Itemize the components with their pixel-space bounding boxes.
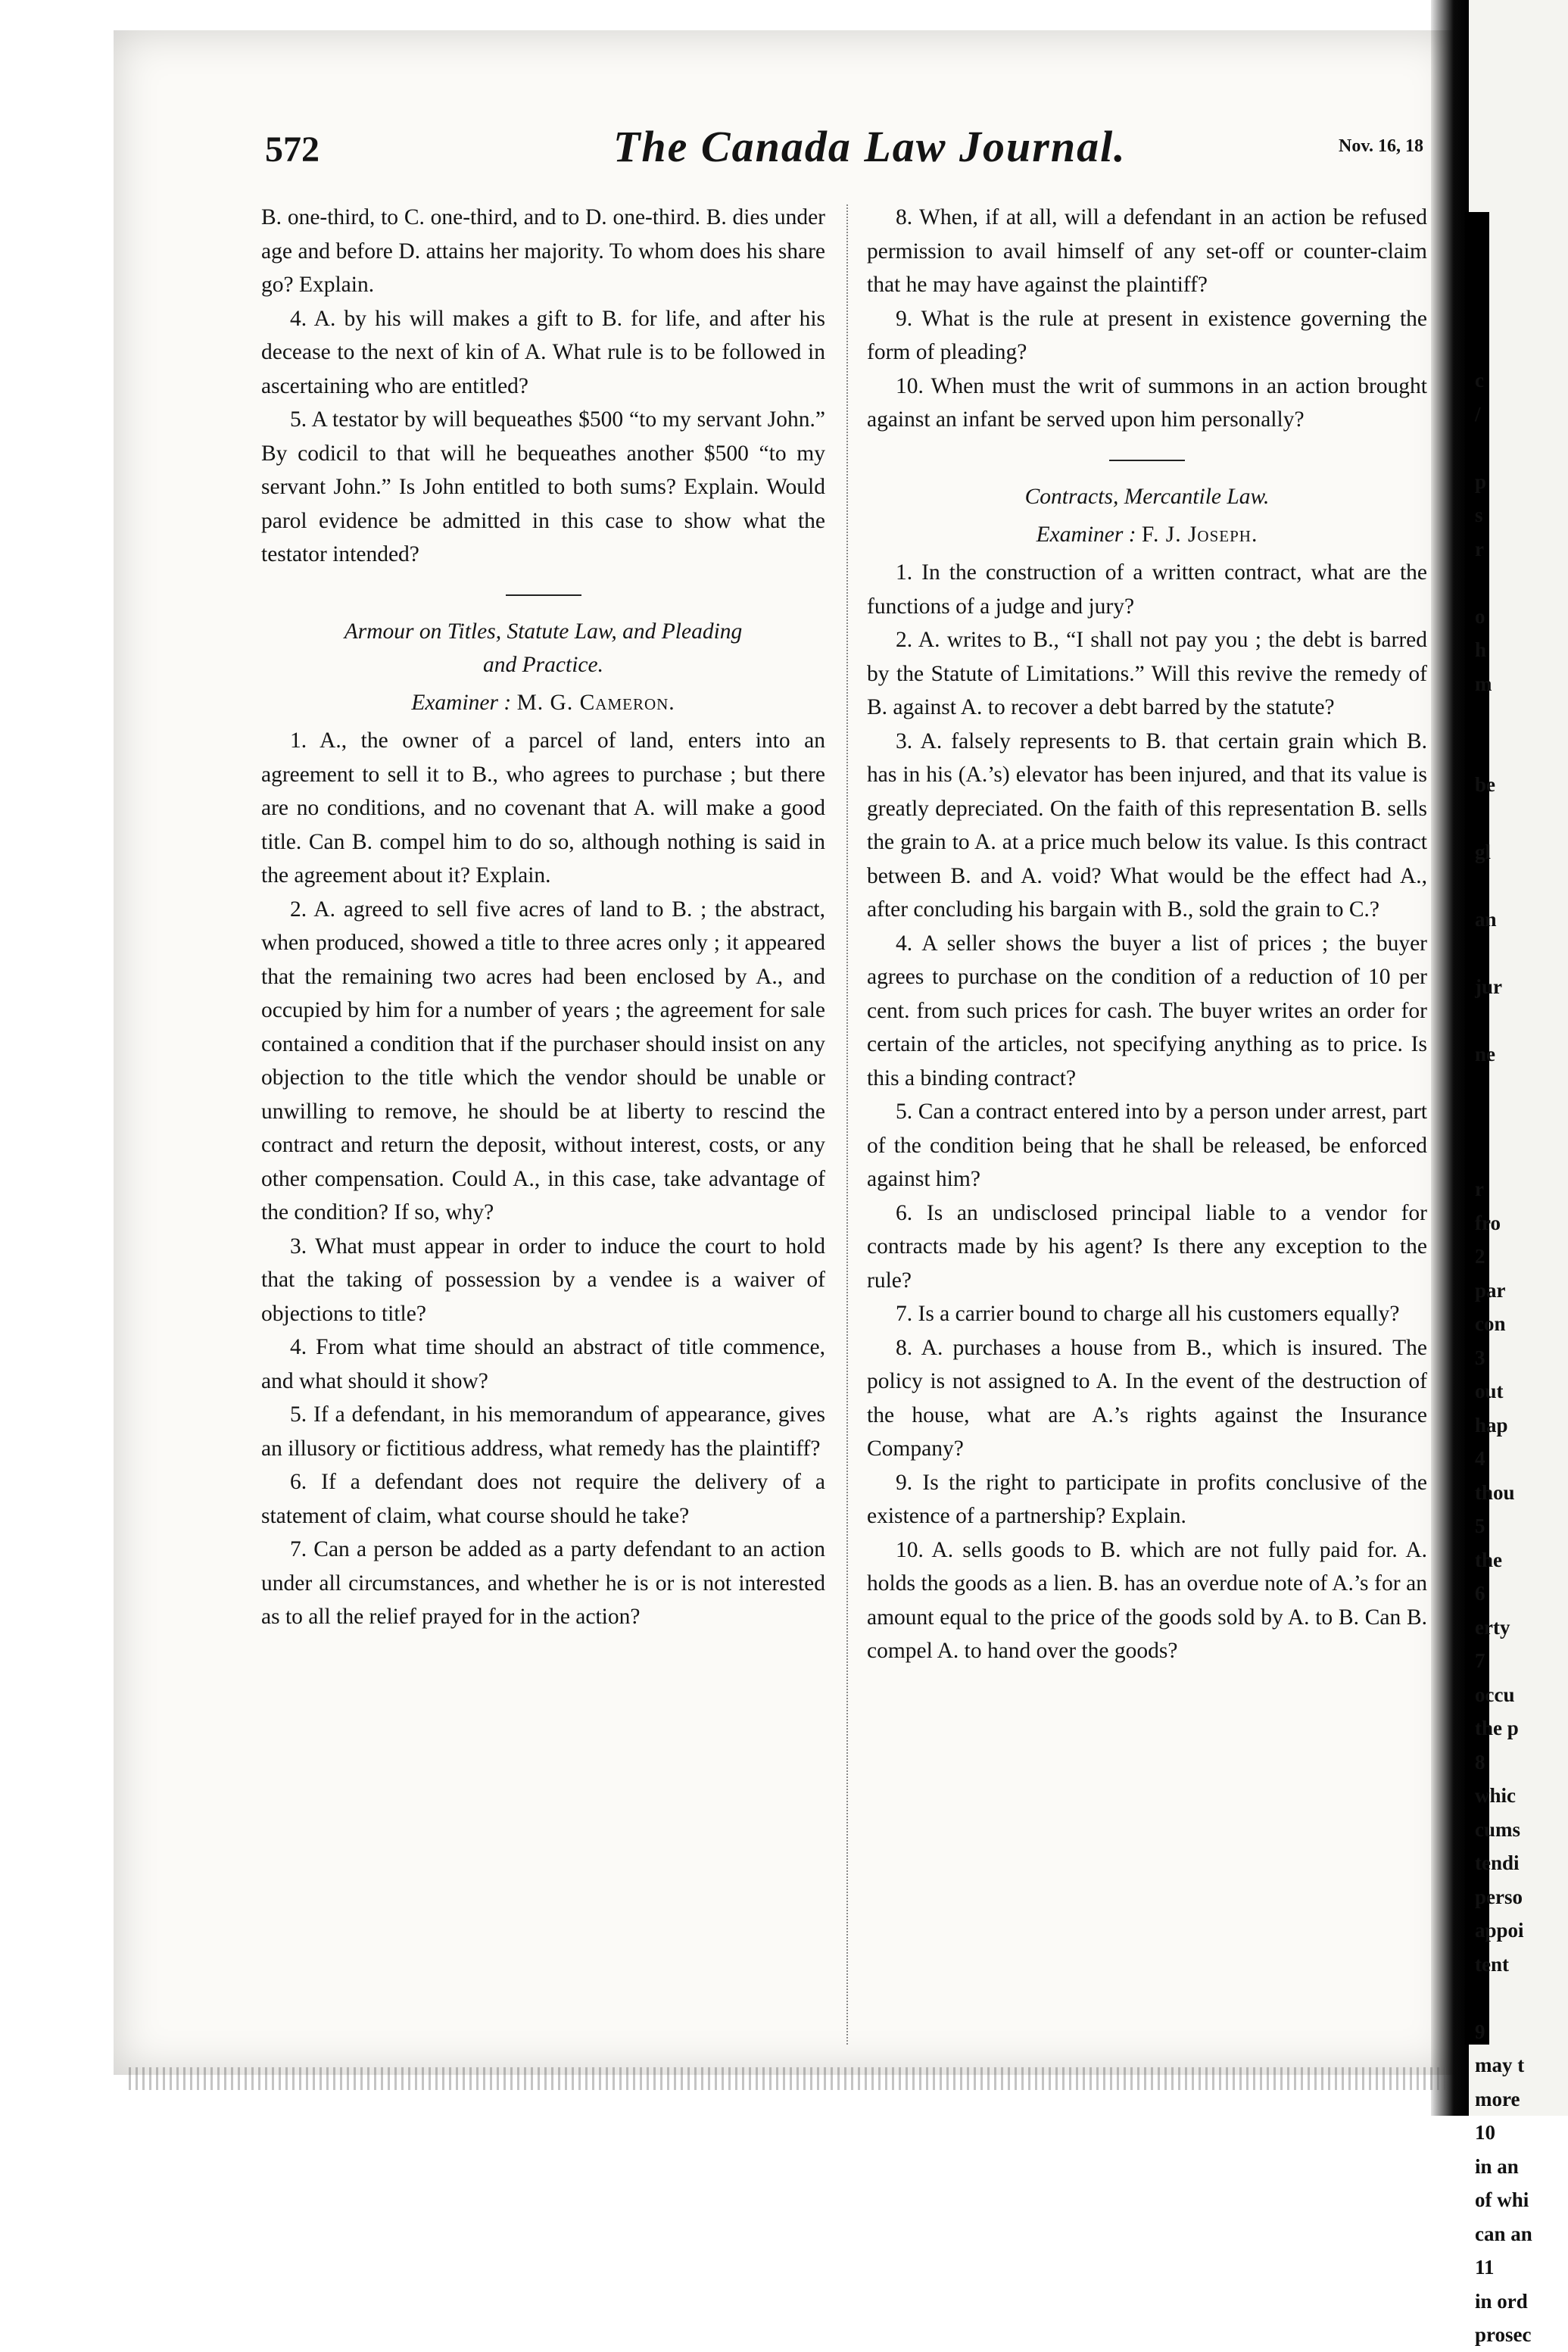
- margin-fragment: 5: [1475, 1514, 1485, 1537]
- margin-fragment: cums: [1475, 1817, 1520, 1841]
- margin-fragment: 4: [1475, 1447, 1485, 1470]
- journal-title: The Canada Law Journal.: [613, 122, 1127, 171]
- margin-fragment: 8: [1475, 1750, 1485, 1773]
- question: 5. Can a contract entered into by a person under arrest, part of the condition being that he shall be released, be enforced against him?: [867, 1100, 1427, 1191]
- margin-fragment: o: [1475, 604, 1485, 628]
- examiner-line: [867, 518, 1427, 552]
- margin-fragment: [1475, 1072, 1566, 1106]
- margin-fragment: whic: [1475, 1784, 1516, 1807]
- question: 10. When must the writ of summons in an action brought against an infant be served upon him personally?: [867, 373, 1427, 432]
- margin-fragment: occu: [1475, 1683, 1515, 1706]
- question: 1. In the construction of a written contract, what are the functions of a judge and jury?: [867, 560, 1427, 619]
- question: 2. A. agreed to sell five acres of land to B. ; the abstract, when produced, showed a title to three acres only ; it appeared that the remaining two acres had been enclosed by A., and occupied by him for a number of years ; the agreement for sale contained a condition that if the purchaser should insist on any objection to the title which the vendor should be unable or unwilling to remove, he should be at liberty to rescind the contract and return the deposit, without interest, costs, or any other compensation. Could A., in this case, take advantage of the condition? If so, why?: [261, 897, 825, 1224]
- margin-fragment: gl: [1475, 841, 1492, 863]
- page-number: 572: [265, 129, 320, 170]
- examiner-label: Examiner :: [1036, 522, 1136, 547]
- column-divider: [846, 204, 848, 2045]
- examiner-line: [261, 686, 825, 720]
- margin-fragment: 6: [1475, 1582, 1485, 1605]
- margin-fragment: [1475, 1004, 1566, 1038]
- question: 6. Is an undisclosed principal liable to a vendor for contracts made by his agent? Is there any exception to the rule?: [867, 1200, 1427, 1293]
- section-title: Contracts, Mercantile Law.: [1024, 484, 1270, 509]
- margin-fragment: [1475, 1981, 1566, 2015]
- question: 9. Is the right to participate in profits conclusive of the existence of a partnership? Explain.: [867, 1470, 1427, 1528]
- margin-fragment: be: [1475, 773, 1495, 796]
- paragraph: 5. A testator by will bequeathes $500 “to my servant John.” By codicil to that will he bequeathes another $500 “to my servant John.” Is John entitled to both sums? Explain. Would parol evidence be admitted in this case to show what the testator intended?: [261, 407, 825, 566]
- right-column: [867, 201, 1427, 1668]
- margin-fragment: 11: [1475, 2256, 1495, 2279]
- margin-fragment: tent: [1475, 1952, 1509, 1976]
- margin-fragment: [1475, 937, 1566, 971]
- issue-date: Nov. 16, 18: [1338, 136, 1423, 156]
- margin-fragment: r: [1475, 1178, 1484, 1200]
- margin-fragment: [1475, 735, 1566, 769]
- paragraph: 4. A. by his will makes a gift to B. for life, and after his decease to the next of kin of A. What rule is to be followed in ascertaining who are entitled?: [261, 306, 825, 398]
- margin-fragment: [1475, 1139, 1566, 1173]
- margin-fragment: 7: [1475, 1649, 1485, 1672]
- margin-fragment: 2: [1475, 1245, 1485, 1268]
- margin-fragment: m: [1475, 672, 1492, 695]
- question: 3. A. falsely represents to B. that certain grain which B. has in his (A.’s) elevator has been injured, and that its value is greatly depreciated. On the faith of this representation B. sells the grain to A. at a price much below its value. Is this contract between B. and A. void? What would be the effect had A., after concluding his bargain with B., sold the grain to C.?: [867, 728, 1427, 922]
- margin-fragment: [1475, 1105, 1566, 1139]
- margin-fragment: tendi: [1475, 1851, 1520, 1874]
- question: 10. A. sells goods to B. which are not fully paid for. A. holds the goods as a lien. B. has an overdue note of A.’s for an amount equal to the price of the goods sold by A. to B. Can B. compel A. to hand over the goods?: [867, 1537, 1427, 1663]
- question: 6. If a defendant does not require the delivery of a statement of claim, what course should he take?: [261, 1470, 825, 1528]
- margin-fragment: in ord: [1475, 2289, 1528, 2313]
- question: 8. When, if at all, will a defendant in an action be refused permission to avail himself of any set-off or counter-claim that he may have against the plaintiff?: [867, 205, 1427, 297]
- margin-fragment: erty: [1475, 1615, 1510, 1639]
- margin-fragment: con: [1475, 1312, 1506, 1335]
- running-header: [265, 121, 1446, 174]
- question: 1. A., the owner of a parcel of land, enters into an agreement to sell it to B., who agrees to purchase ; but there are no conditions, and no covenant that A. will make a good title. Can B. compel him to do so, although nothing is said in the agreement about it? Explain.: [261, 728, 825, 887]
- question: 8. A. purchases a house from B., which is insured. The policy is not assigned to A. In the event of the destruction of the house, what are A.’s rights against the Insurance Company?: [867, 1335, 1427, 1461]
- margin-fragment: [1475, 431, 1566, 465]
- adjacent-page-text: [1475, 363, 1566, 2352]
- margin-fragment: an: [1475, 908, 1497, 931]
- margin-fragment: [1475, 566, 1566, 600]
- section-title-line: and Practice.: [483, 652, 603, 677]
- margin-fragment: s: [1475, 504, 1483, 526]
- section-rule: [506, 594, 581, 596]
- margin-fragment: thou: [1475, 1480, 1515, 1504]
- examiner-label: Examiner :: [411, 690, 512, 715]
- margin-fragment: the: [1475, 1548, 1502, 1571]
- margin-fragment: fro: [1475, 1211, 1501, 1234]
- margin-fragment: hap: [1475, 1413, 1508, 1436]
- question: 4. From what time should an abstract of title commence, and what should it show?: [261, 1335, 825, 1393]
- question: 7. Is a carrier bound to charge all his customers equally?: [896, 1302, 1400, 1326]
- question: 7. Can a person be added as a party defendant to an action under all circumstances, and whether he is or is not interested as to all the relief prayed for in the action?: [261, 1537, 825, 1629]
- section-title-line: Armour on Titles, Statute Law, and Pleading: [344, 619, 743, 644]
- margin-fragment: may t: [1475, 2054, 1525, 2076]
- margin-fragment: ne: [1475, 1043, 1495, 1065]
- margin-fragment: can an: [1475, 2222, 1532, 2245]
- margin-fragment: perso: [1475, 1885, 1523, 1908]
- margin-fragment: jur: [1475, 975, 1502, 998]
- binding-shadow: [1431, 0, 1469, 2116]
- section-title: [261, 615, 825, 682]
- paragraph: B. one-third, to C. one-third, and to D. one-third. B. dies under age and before D. attains her majority. To whom does his share go? Explain.: [261, 205, 825, 297]
- left-column: [261, 201, 825, 1634]
- margin-fragment: [1475, 802, 1566, 836]
- margin-fragment: p: [1475, 469, 1487, 493]
- scan-noise: [129, 2067, 1446, 2090]
- margin-fragment: 3: [1475, 1346, 1485, 1369]
- margin-fragment: of whi: [1475, 2188, 1529, 2211]
- question: 2. A. writes to B., “I shall not pay you ; the debt is barred by the Statute of Limitations.” Will this revive the remedy of B. against A. to recover a debt barred by the statute?: [867, 628, 1427, 719]
- margin-fragment: appoi: [1475, 1919, 1524, 1942]
- margin-fragment: in an: [1475, 2154, 1519, 2178]
- margin-fragment: more: [1475, 2087, 1520, 2110]
- question: 5. If a defendant, in his memorandum of appearance, gives an illusory or fictitious address, what remedy has the plaintiff?: [261, 1402, 825, 1461]
- margin-fragment: 10: [1475, 2121, 1495, 2144]
- margin-fragment: [1475, 700, 1566, 735]
- margin-fragment: out: [1475, 1380, 1504, 1402]
- margin-fragment: h: [1475, 638, 1487, 661]
- margin-fragment: par: [1475, 1278, 1506, 1302]
- question: 9. What is the rule at present in existence governing the form of pleading?: [867, 306, 1427, 364]
- margin-fragment: c: [1475, 369, 1484, 391]
- question: 3. What must appear in order to induce the court to hold that the taking of possession by a vendee is a waiver of objections to title?: [261, 1234, 825, 1326]
- examiner-name: M. G. Cameron.: [516, 690, 675, 715]
- margin-fragment: prosec: [1475, 2323, 1532, 2346]
- margin-fragment: the p: [1475, 1717, 1519, 1739]
- margin-fragment: /: [1475, 402, 1481, 426]
- margin-fragment: r: [1475, 537, 1484, 560]
- examiner-name: F. J. Joseph.: [1141, 522, 1258, 547]
- margin-fragment: 9: [1475, 2020, 1485, 2043]
- margin-fragment: [1475, 869, 1566, 903]
- section-rule: [1109, 460, 1185, 461]
- question: 4. A seller shows the buyer a list of prices ; the buyer agrees to purchase on the condition of a reduction of 10 per cent. from such prices for cash. The buyer writes an order for certain of the articles, not specifying anything as to price. Is this a binding contract?: [867, 931, 1427, 1090]
